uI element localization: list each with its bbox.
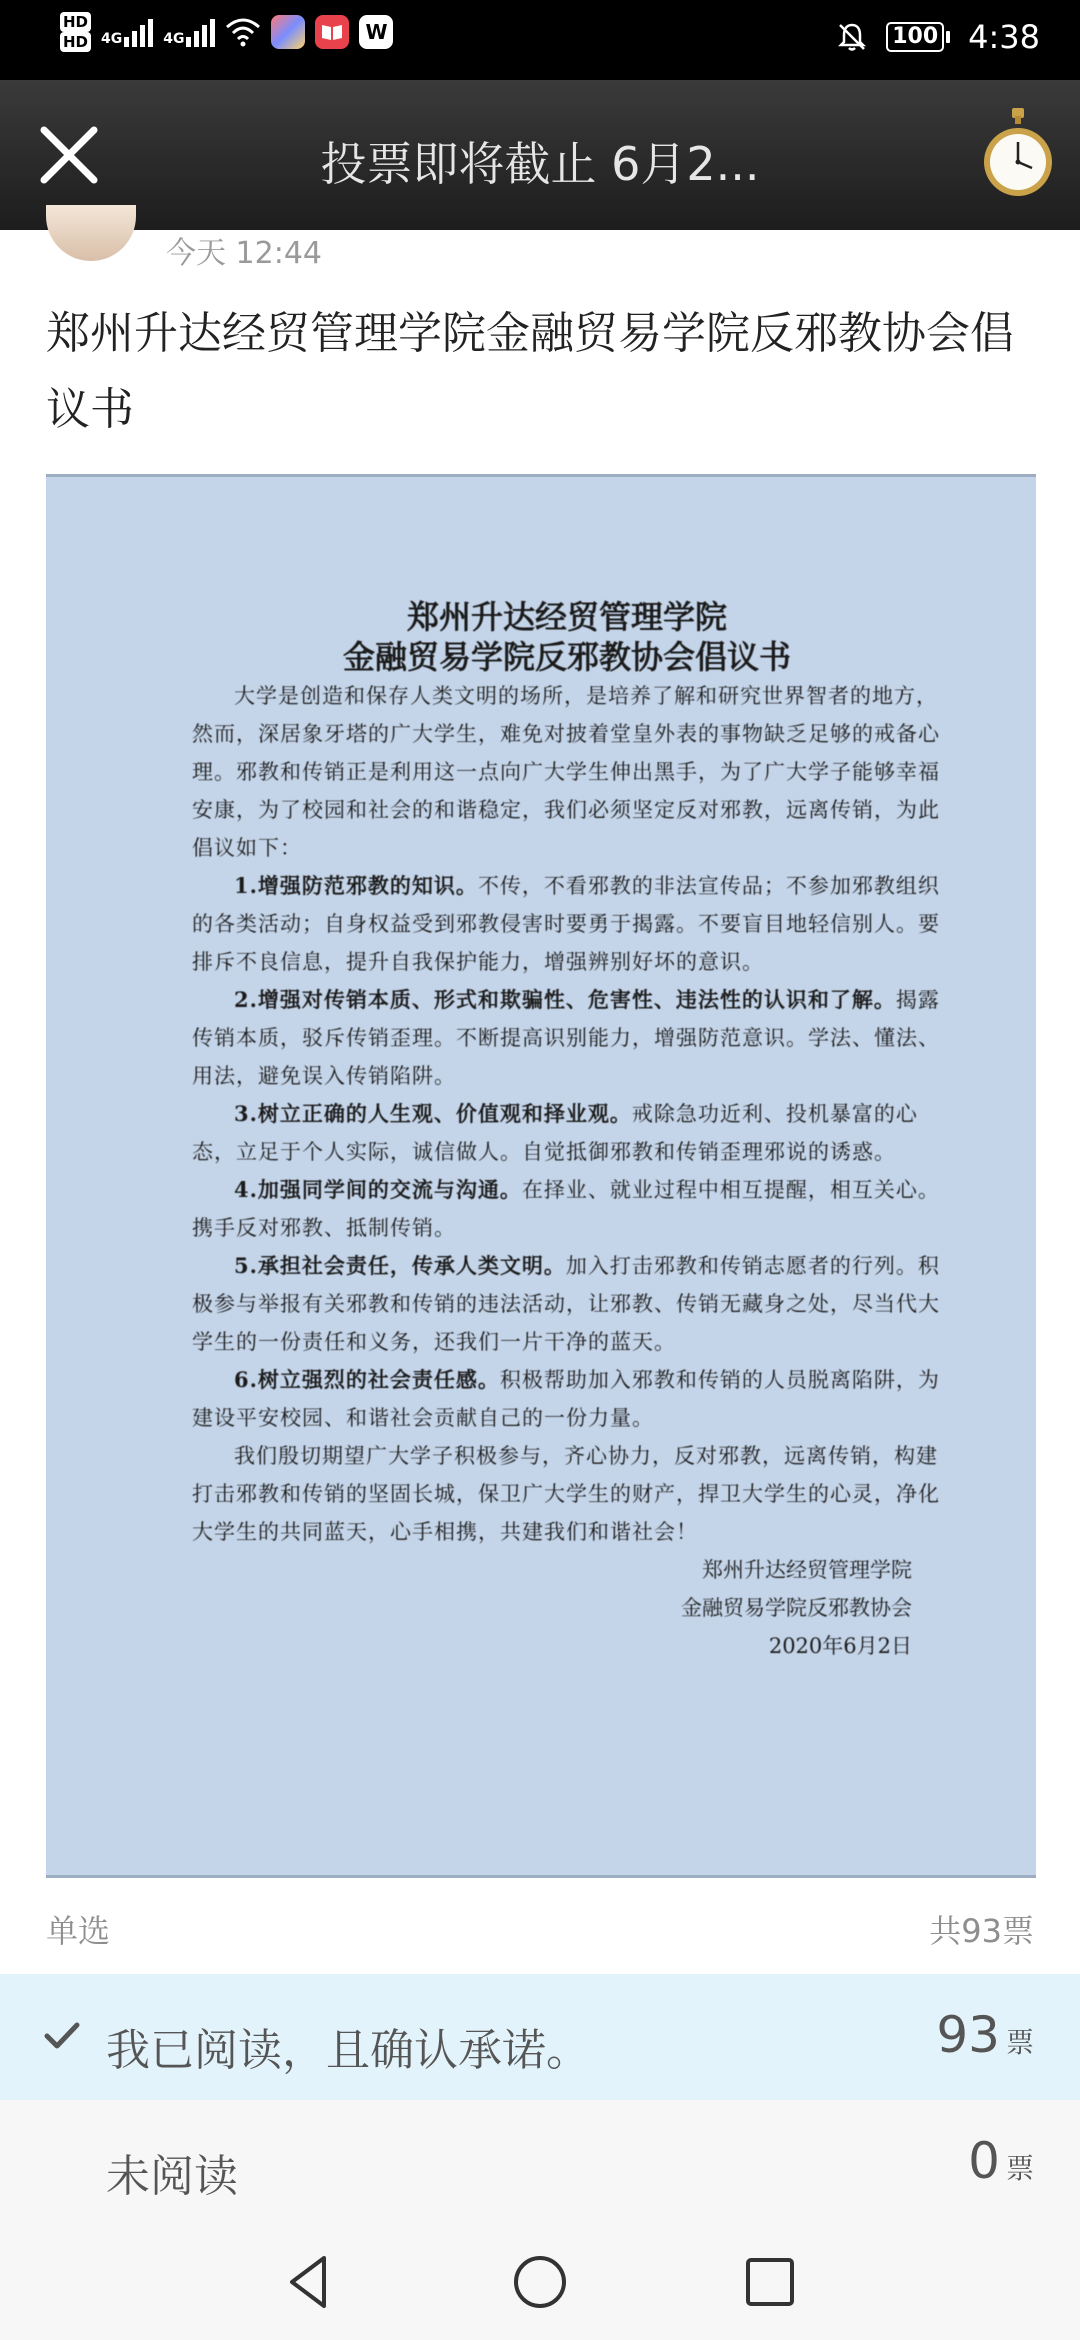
doc-point-5-heading: 5.承担社会责任，传承人类文明。 [234,1253,566,1278]
signal-2 [163,17,215,47]
doc-point-6-text: 积极帮助加入邪教和传销的人员脱离陷阱，为建设平安校园、和谐社会贡献自己的一份力量。 [192,1368,940,1430]
battery-icon [886,22,950,52]
vote-option-unread[interactable] [0,2100,1080,2226]
doc-signature-2: 金融贸易学院反邪教协会 [681,1596,912,1620]
wifi-icon [225,17,261,47]
signal-bars-icon [124,17,153,47]
option-count-unit: 票 [1005,2152,1034,2185]
network-label-1: 4G [101,31,123,47]
doc-closing: 我们殷切期望广大学子积极参与，齐心协力，反对邪教，远离传销，构建打击邪教和传销的坚固长城，保卫广大学生的财产，捍卫大学生的心灵，净化大学生的共同蓝天，心手相携，共建我们和谐社会！ [192,1444,940,1544]
system-nav-bar [0,2226,1080,2340]
doc-point-1 [192,867,942,981]
app-icon-colorful [271,15,305,49]
page-title: 投票即将截止 6月2... [320,137,760,191]
clock: 4:38 [968,18,1040,56]
doc-point-5 [192,1247,942,1361]
wps-app-icon: W [359,15,393,49]
signal-bars-icon [186,17,215,47]
doc-point-3-text: 戒除急功近利、投机暴富的心态，立足于个人实际，诚信做人。自觉抵御邪教和传销歪理邪说的诱惑。 [192,1102,918,1164]
doc-point-6-heading: 6.树立强烈的社会责任感。 [234,1367,500,1392]
option-label: 我已阅读，且确认承诺。 [106,2025,590,2076]
vote-option-read[interactable] [0,1974,1080,2100]
doc-point-4-text: 在择业、就业过程中相互提醒，相互关心。携手反对邪教、抵制传销。 [192,1178,940,1240]
status-right [836,18,1040,56]
recents-icon[interactable] [738,2250,802,2314]
vote-total: 共93票 [929,1912,1034,1950]
title-bar [0,80,1080,230]
doc-point-5-text: 加入打击邪教和传销志愿者的行列。积极参与举报有关邪教和传销的违法活动，让邪教、传销无藏身之处，尽当代大学生的一份责任和义务，还我们一片干净的蓝天。 [192,1254,940,1354]
doc-intro: 大学是创造和保存人类文明的场所，是培养了解和研究世界智者的地方，然而，深居象牙塔的广大学生，难免对披着堂皇外表的事物缺乏足够的戒备心理。邪教和传销正是利用这一点向广大学生伸出黑手，为了广大学子能够幸福安康，为了校园和社会的和谐稳定，我们必须坚定反对邪教，远离传销，为此倡议如下： [192,684,940,860]
option-count [968,2132,1034,2190]
post-title: 郑州升达经贸管理学院金融贸易学院反邪教协会倡议书 [46,308,1014,435]
option-count [936,2006,1034,2064]
signal-1 [101,17,153,47]
network-label-2: 4G [163,31,185,47]
option-count-value: 0 [968,2132,1000,2190]
post-time: 今天 12:44 [166,236,322,271]
vote-meta [0,1878,1080,1974]
doc-point-6 [192,1361,942,1437]
doc-signature-1: 郑州升达经贸管理学院 [702,1558,912,1582]
option-count-value: 93 [936,2006,1000,2064]
home-icon[interactable] [508,2250,572,2314]
book-app-icon [315,15,349,49]
doc-point-4-heading: 4.加强同学间的交流与沟通。 [234,1177,522,1202]
option-label: 未阅读 [106,2151,238,2202]
hd-indicator [60,12,91,52]
document-image[interactable] [46,474,1036,1878]
doc-date: 2020年6月2日 [768,1634,912,1658]
back-icon[interactable] [278,2250,342,2314]
doc-point-4 [192,1171,942,1247]
document-text [192,597,942,1665]
battery-level: 100 [886,22,944,52]
doc-point-3-heading: 3.树立正确的人生观、价值观和择业观。 [234,1101,632,1126]
vote-type: 单选 [46,1912,111,1950]
check-icon [44,2020,80,2052]
option-count-unit: 票 [1005,2026,1034,2059]
doc-point-2-text: 揭露传销本质，驳斥传销歪理。不断提高识别能力，增强防范意识。学法、懂法、用法，避免误入传销陷阱。 [192,988,940,1088]
status-bar [0,0,1080,80]
bell-muted-icon [836,21,868,53]
doc-point-1-text: 不传，不看邪教的非法宣传品；不参加邪教组织的各类活动；自身权益受到邪教侵害时要勇于揭露。不要盲目地轻信别人。要排斥不良信息，提升自我保护能力，增强辨别好坏的意识。 [192,874,940,974]
doc-point-3 [192,1095,942,1171]
doc-title-line-1: 郑州升达经贸管理学院 [406,598,727,636]
doc-point-1-heading: 1.增强防范邪教的知识。 [234,873,478,898]
hd-badge-2: HD [60,32,91,52]
hd-badge-1: HD [60,12,91,32]
status-left [60,12,393,52]
doc-point-2 [192,981,942,1095]
stopwatch-icon[interactable] [980,106,1056,202]
doc-point-2-heading: 2.增强对传销本质、形式和欺骗性、危害性、违法性的认识和了解。 [234,987,896,1012]
doc-title-line-2: 金融贸易学院反邪教协会倡议书 [342,638,791,676]
